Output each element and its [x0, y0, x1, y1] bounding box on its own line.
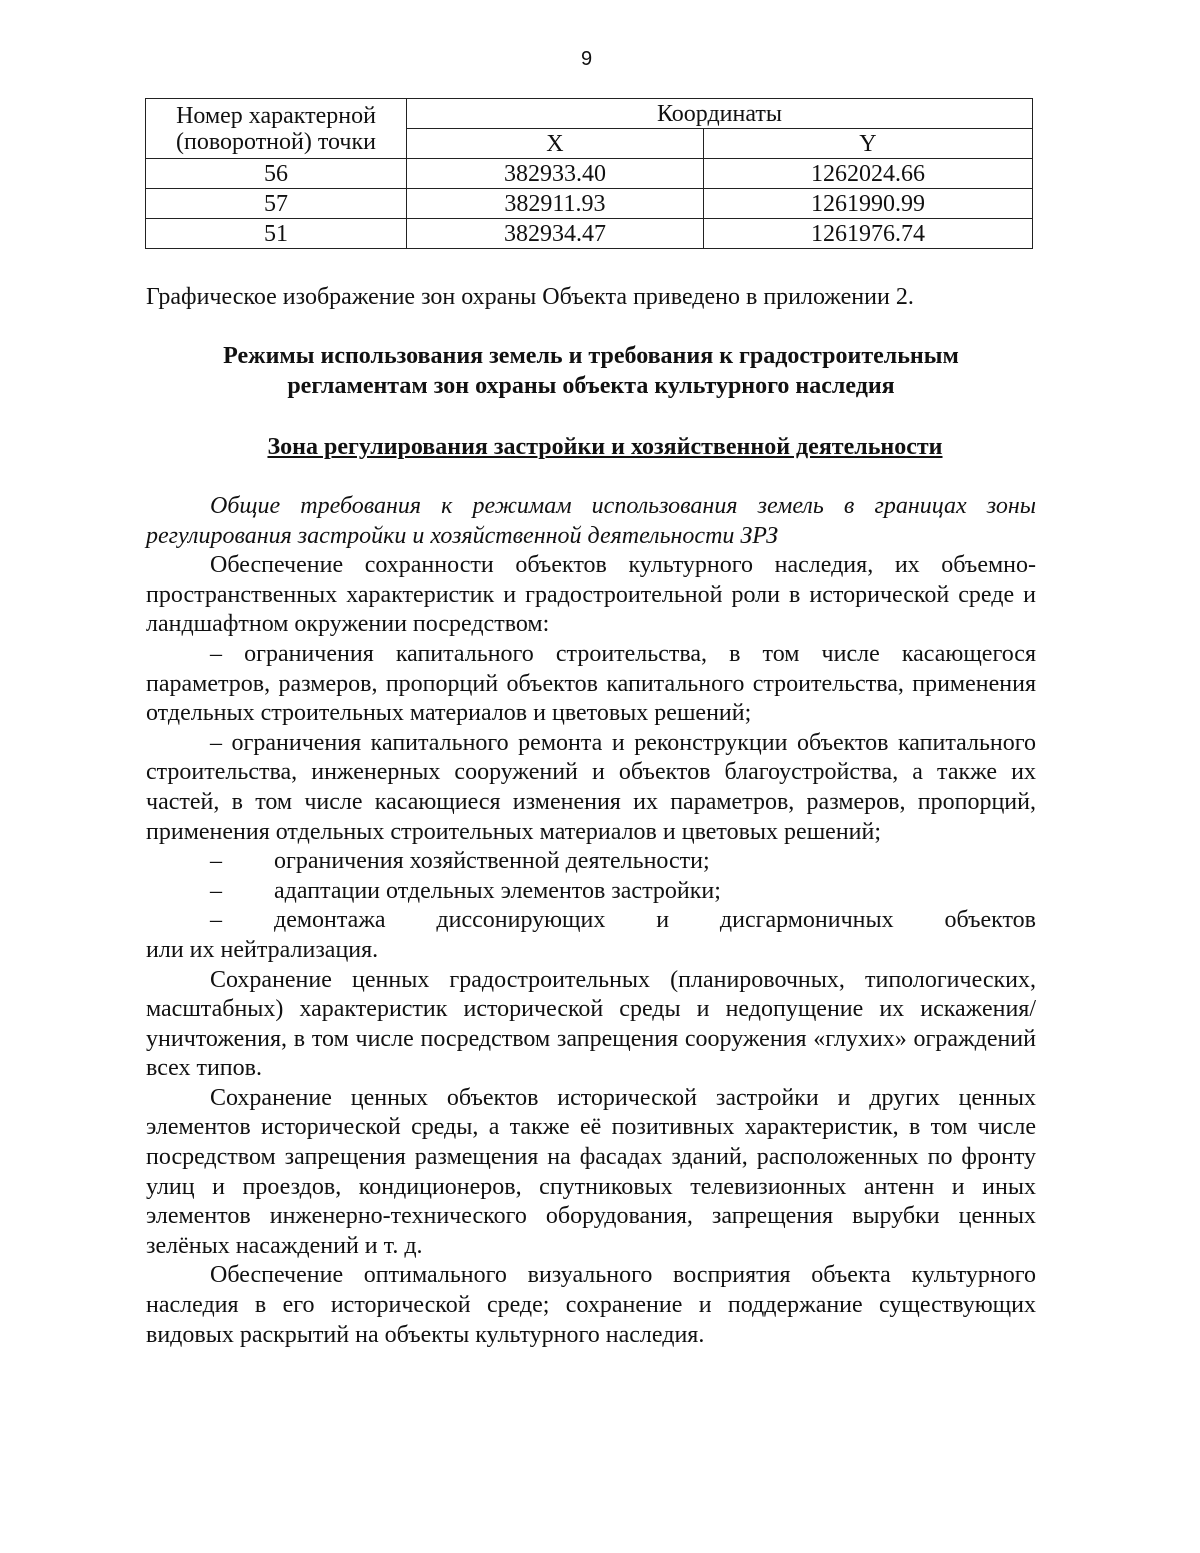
x-cell: 382934.47 [407, 219, 704, 249]
list-item-4-text: адаптации отдельных элементов застройки; [274, 877, 721, 904]
list-item-3 [146, 847, 1036, 877]
dash-marker: – [210, 848, 222, 875]
list-item-2: – ограничения капитального ремонта и реконструкции объектов капитального строительства, инженерных сооружений и объектов благоустройства, а также их частей, в том числе касающиеся изменения их параметров, размеров, пропорций, применения отдельных строительных материалов и цветовых решений; [146, 729, 1036, 845]
list-item-5-text: демонтажа диссонирующих и дисгармоничных объектов [274, 907, 1036, 934]
table-header-row [146, 99, 1033, 129]
coordinates-table [145, 98, 1033, 249]
header-point-line1: Номер характерной [176, 102, 376, 129]
paragraph-1: Обеспечение сохранности объектов культурного наследия, их объемно-пространственных характеристик и градостроительной роли в исторической среде и ландшафтном окружении посредством: [146, 552, 1036, 638]
dash-marker: – [210, 907, 222, 934]
header-x-cell: X [407, 129, 704, 159]
zone-title-block [160, 433, 1050, 463]
point-cell: 57 [146, 189, 407, 219]
list-item-4 [146, 877, 1036, 907]
table-row [146, 159, 1033, 189]
table-row [146, 189, 1033, 219]
point-cell: 51 [146, 219, 407, 249]
header-point-cell [146, 99, 407, 159]
graphic-note-block [146, 283, 1036, 313]
section-heading-line2: регламентам зон охраны объекта культурного наследия [287, 372, 895, 399]
graphic-note: Графическое изображение зон охраны Объекта приведено в приложении 2. [146, 284, 914, 310]
list-item-1: – ограничения капитального строительства, в том числе касающегося параметров, размеров, пропорций объектов капитального строительства, применения отдельных строительных материалов и цветовых решений; [146, 640, 1036, 727]
paragraph-2: Сохранение ценных градостроительных (планировочных, типологических, масштабных) характеристик исторической среды и недопущение их искажения/уничтожения, в том числе посредством запрещения сооружения «глухих» ограждений всех типов. [146, 966, 1036, 1082]
page-number: 9 [580, 48, 593, 70]
paragraph-3: Сохранение ценных объектов исторической застройки и других ценных элементов исторической среды, а также её позитивных характеристик, в том числе посредством запрещения размещения на фасадах зданий, расположенных по фронту улиц и проездов, кондиционеров, спутниковых телевизионных антенн и иных элементов инженерно-технического оборудования, запрещения вырубки ценных зелёных насаждений и т. д. [146, 1084, 1036, 1259]
header-coords-cell: Координаты [407, 99, 1033, 129]
y-cell: 1262024.66 [703, 159, 1032, 189]
zone-title: Зона регулирования застройки и хозяйственной деятельности [267, 434, 943, 460]
section-heading-block [146, 342, 1036, 401]
header-y-cell: Y [703, 129, 1032, 159]
table-row [146, 219, 1033, 249]
general-requirements: Общие требования к режимам использования земель в границах зоны регулирования застройки и хозяйственной деятельности ЗРЗ [146, 493, 1036, 549]
y-cell: 1261990.99 [703, 189, 1032, 219]
list-item-5 [146, 906, 1036, 936]
paragraph-4: Обеспечение оптимального визуального восприятия объекта культурного наследия в его исторической среде; сохранение и поддержание существующих видовых раскрытий на объекты культурного наследия. [146, 1262, 1036, 1348]
x-cell: 382933.40 [407, 159, 704, 189]
list-item-5-continuation: или их нейтрализация. [146, 936, 379, 963]
y-cell: 1261976.74 [703, 219, 1032, 249]
list-item-3-text: ограничения хозяйственной деятельности; [274, 848, 710, 875]
x-cell: 382911.93 [407, 189, 704, 219]
header-point-line2: (поворотной) точки [176, 128, 376, 155]
main-text [146, 492, 1036, 1350]
point-cell: 56 [146, 159, 407, 189]
section-heading-line1: Режимы использования земель и требования к градостроительным [223, 343, 959, 369]
dash-marker: – [210, 877, 222, 904]
